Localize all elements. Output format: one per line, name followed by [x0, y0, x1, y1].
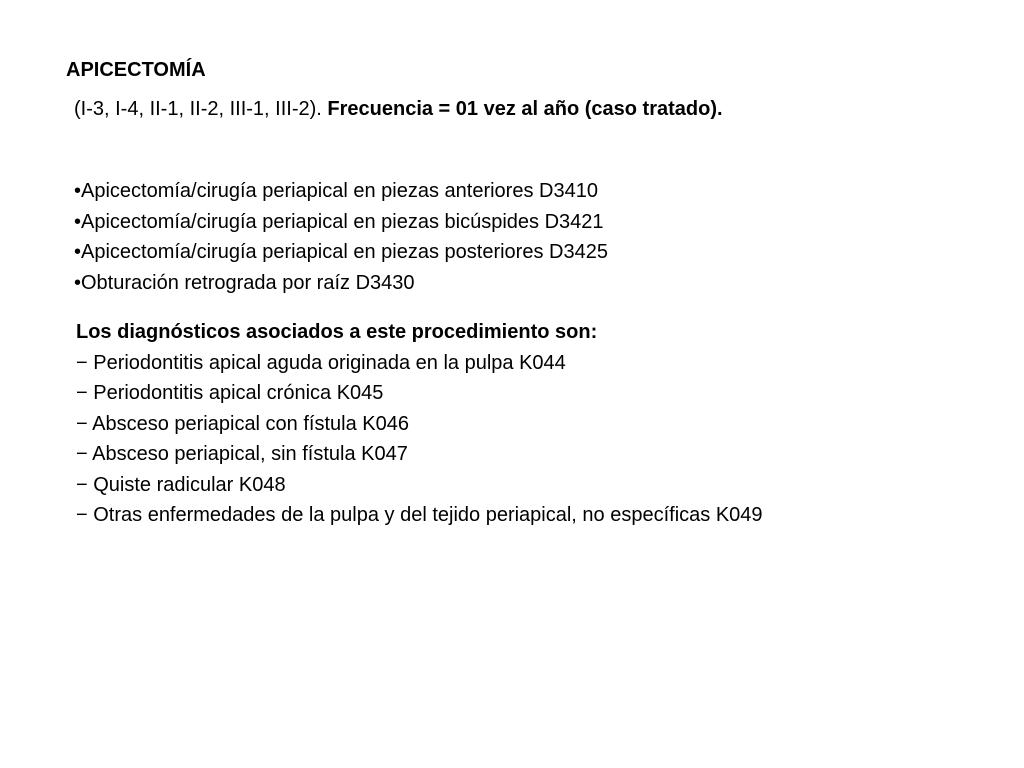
procedure-item: •Obturación retrograda por raíz D3430 — [74, 271, 415, 294]
subtitle-frequency: Frecuencia = 01 vez al año (caso tratado). — [327, 98, 723, 120]
diagnoses-heading: Los diagnósticos asociados a este procedimiento son: — [76, 321, 598, 343]
diagnoses-list — [76, 348, 763, 531]
diagnosis-item: − Absceso periapical, sin fístula K047 — [76, 443, 408, 465]
subtitle-codes: (I-3, I-4, II-1, II-2, III-1, III-2). — [74, 98, 328, 120]
diagnosis-item: − Absceso periapical con fístula K046 — [76, 412, 409, 435]
subtitle — [74, 95, 723, 123]
diagnosis-item: − Otras enfermedades de la pulpa y del tejido periapical, no específicas K049 — [76, 504, 763, 526]
procedure-list — [74, 176, 608, 298]
diagnosis-item: − Quiste radicular K048 — [76, 473, 286, 496]
procedure-item: •Apicectomía/cirugía periapical en piezas anteriores D3410 — [74, 180, 598, 202]
procedure-item: •Apicectomía/cirugía periapical en piezas posteriores D3425 — [74, 241, 608, 263]
diagnosis-item: − Periodontitis apical aguda originada en la pulpa K044 — [76, 351, 566, 374]
diagnoses-section — [76, 317, 763, 531]
diagnosis-item: − Periodontitis apical crónica K045 — [76, 382, 384, 404]
procedure-item: •Apicectomía/cirugía periapical en piezas bicúspides D3421 — [74, 210, 604, 233]
slide-title: APICECTOMÍA — [66, 59, 206, 81]
